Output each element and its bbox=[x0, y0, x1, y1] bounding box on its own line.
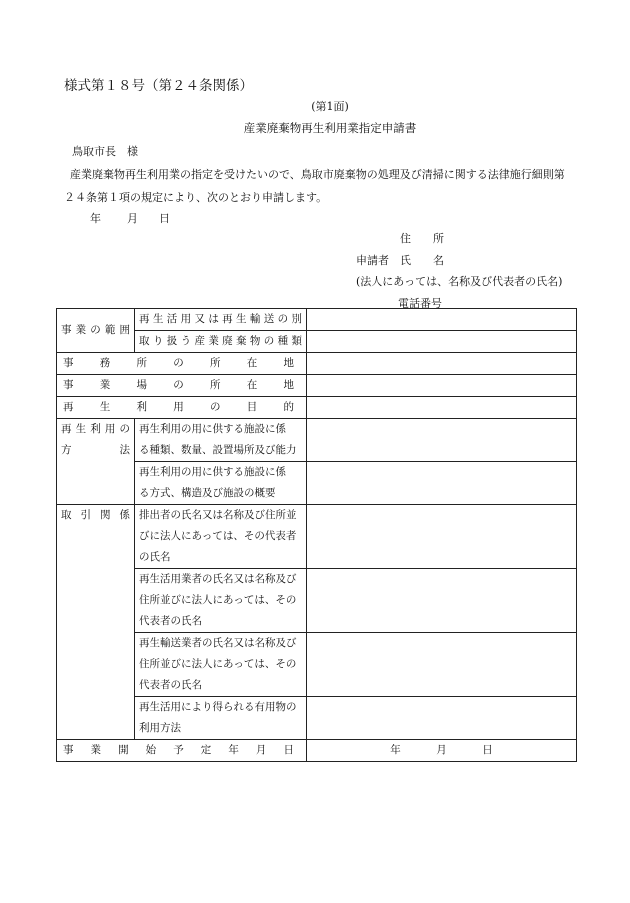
transactions-label-cell bbox=[57, 505, 135, 740]
table-row bbox=[57, 375, 577, 397]
date-year-label: 年 bbox=[90, 212, 101, 225]
purpose-value[interactable] bbox=[307, 397, 577, 419]
office-location-label: 事務所の所在地 bbox=[63, 357, 294, 369]
transactions-item-3: 再生輸送業者の氏名又は名称及び住所並びに法人にあっては、その代表者の氏名 bbox=[139, 637, 297, 691]
transactions-item-4-value[interactable] bbox=[307, 697, 577, 740]
transactions-item-cell bbox=[135, 569, 307, 633]
transactions-item-1: 排出者の氏名又は名称及び住所並びに法人にあっては、その代表者の氏名 bbox=[139, 509, 297, 563]
transactions-item-4: 再生活用により得られる有用物の利用方法 bbox=[139, 701, 297, 734]
table-row bbox=[57, 462, 577, 505]
method-label-line-1: 再生利用の bbox=[61, 423, 130, 435]
site-location-label: 事業場の所在地 bbox=[63, 379, 294, 391]
start-date-year: 年 bbox=[390, 744, 401, 756]
method-item-cell bbox=[135, 419, 307, 462]
transactions-item-cell bbox=[135, 697, 307, 740]
method-label-line-2: 方 法 bbox=[61, 444, 130, 456]
table-row bbox=[57, 633, 577, 697]
date-day-label: 日 bbox=[159, 212, 170, 225]
table-row bbox=[57, 505, 577, 569]
scope-item-cell bbox=[135, 309, 307, 331]
document-title: 産業廃棄物再生利用業指定申請書 bbox=[243, 121, 417, 135]
table-row bbox=[57, 569, 577, 633]
transactions-item-2: 再生活用業者の氏名又は名称及び住所並びに法人にあっては、その代表者の氏名 bbox=[139, 573, 297, 627]
transactions-item-cell bbox=[135, 633, 307, 697]
body-text-line-1: 産業廃棄物再生利用業の指定を受けたいので、鳥取市廃棄物の処理及び清掃に関する法律施行細則第 bbox=[70, 168, 565, 181]
scope-label-cell bbox=[57, 309, 135, 353]
phone-label: 電話番号 bbox=[398, 297, 442, 310]
applicant-name-label: 氏 名 bbox=[400, 254, 444, 267]
office-location-value[interactable] bbox=[307, 353, 577, 375]
application-date bbox=[90, 210, 170, 226]
scope-item-2-value[interactable] bbox=[307, 331, 577, 353]
transactions-item-1-value[interactable] bbox=[307, 505, 577, 569]
addressee: 鳥取市長 様 bbox=[72, 145, 138, 158]
body-text-line-2: ２４条第１項の規定により、次のとおり申請します。 bbox=[64, 191, 328, 204]
office-location-cell bbox=[57, 353, 307, 375]
purpose-label: 再生利用の目的 bbox=[63, 401, 294, 413]
table-row bbox=[57, 697, 577, 740]
start-date-day: 日 bbox=[482, 744, 493, 756]
method-item-2-value[interactable] bbox=[307, 462, 577, 505]
method-item-1-line-1: 再生利用の用に供する施設に係 bbox=[139, 423, 286, 435]
start-date-month: 月 bbox=[436, 744, 447, 756]
table-row bbox=[57, 740, 577, 762]
method-item-1-value[interactable] bbox=[307, 419, 577, 462]
transactions-item-2-value[interactable] bbox=[307, 569, 577, 633]
transactions-item-cell bbox=[135, 505, 307, 569]
scope-label: 事業の範囲 bbox=[61, 324, 130, 336]
corporate-note: (法人にあっては、名称及び代表者の氏名) bbox=[356, 275, 563, 288]
table-row bbox=[57, 309, 577, 331]
application-table bbox=[56, 308, 577, 762]
start-date-label-cell bbox=[57, 740, 307, 762]
scope-item-1-value[interactable] bbox=[307, 309, 577, 331]
transactions-item-3-value[interactable] bbox=[307, 633, 577, 697]
site-location-cell bbox=[57, 375, 307, 397]
table-row bbox=[57, 353, 577, 375]
transactions-label: 取引関係 bbox=[61, 509, 130, 521]
method-item-cell bbox=[135, 462, 307, 505]
purpose-cell bbox=[57, 397, 307, 419]
scope-item-1: 再生活用又は再生輸送の別 bbox=[139, 313, 302, 325]
scope-item-cell bbox=[135, 331, 307, 353]
applicant-label: 申請者 bbox=[356, 254, 389, 267]
site-location-value[interactable] bbox=[307, 375, 577, 397]
start-date-label: 事業開始予定年月日 bbox=[63, 744, 294, 756]
method-item-1-line-2: る種類、数量、設置場所及び能力 bbox=[139, 444, 297, 456]
applicant-address-label: 住 所 bbox=[400, 232, 444, 245]
scope-item-2: 取り扱う産業廃棄物の種類 bbox=[139, 335, 302, 347]
table-row bbox=[57, 397, 577, 419]
table-row bbox=[57, 331, 577, 353]
page-indicator: (第1面) bbox=[311, 100, 349, 113]
table-row bbox=[57, 419, 577, 462]
date-month-label: 月 bbox=[127, 212, 138, 225]
method-item-2-line-2: る方式、構造及び施設の概要 bbox=[139, 487, 276, 499]
start-date-value[interactable] bbox=[307, 740, 577, 762]
method-item-2-line-1: 再生利用の用に供する施設に係 bbox=[139, 466, 286, 478]
applicant-name-row bbox=[356, 252, 444, 268]
method-label-cell bbox=[57, 419, 135, 505]
form-number: 様式第１８号（第２４条関係） bbox=[64, 78, 253, 94]
